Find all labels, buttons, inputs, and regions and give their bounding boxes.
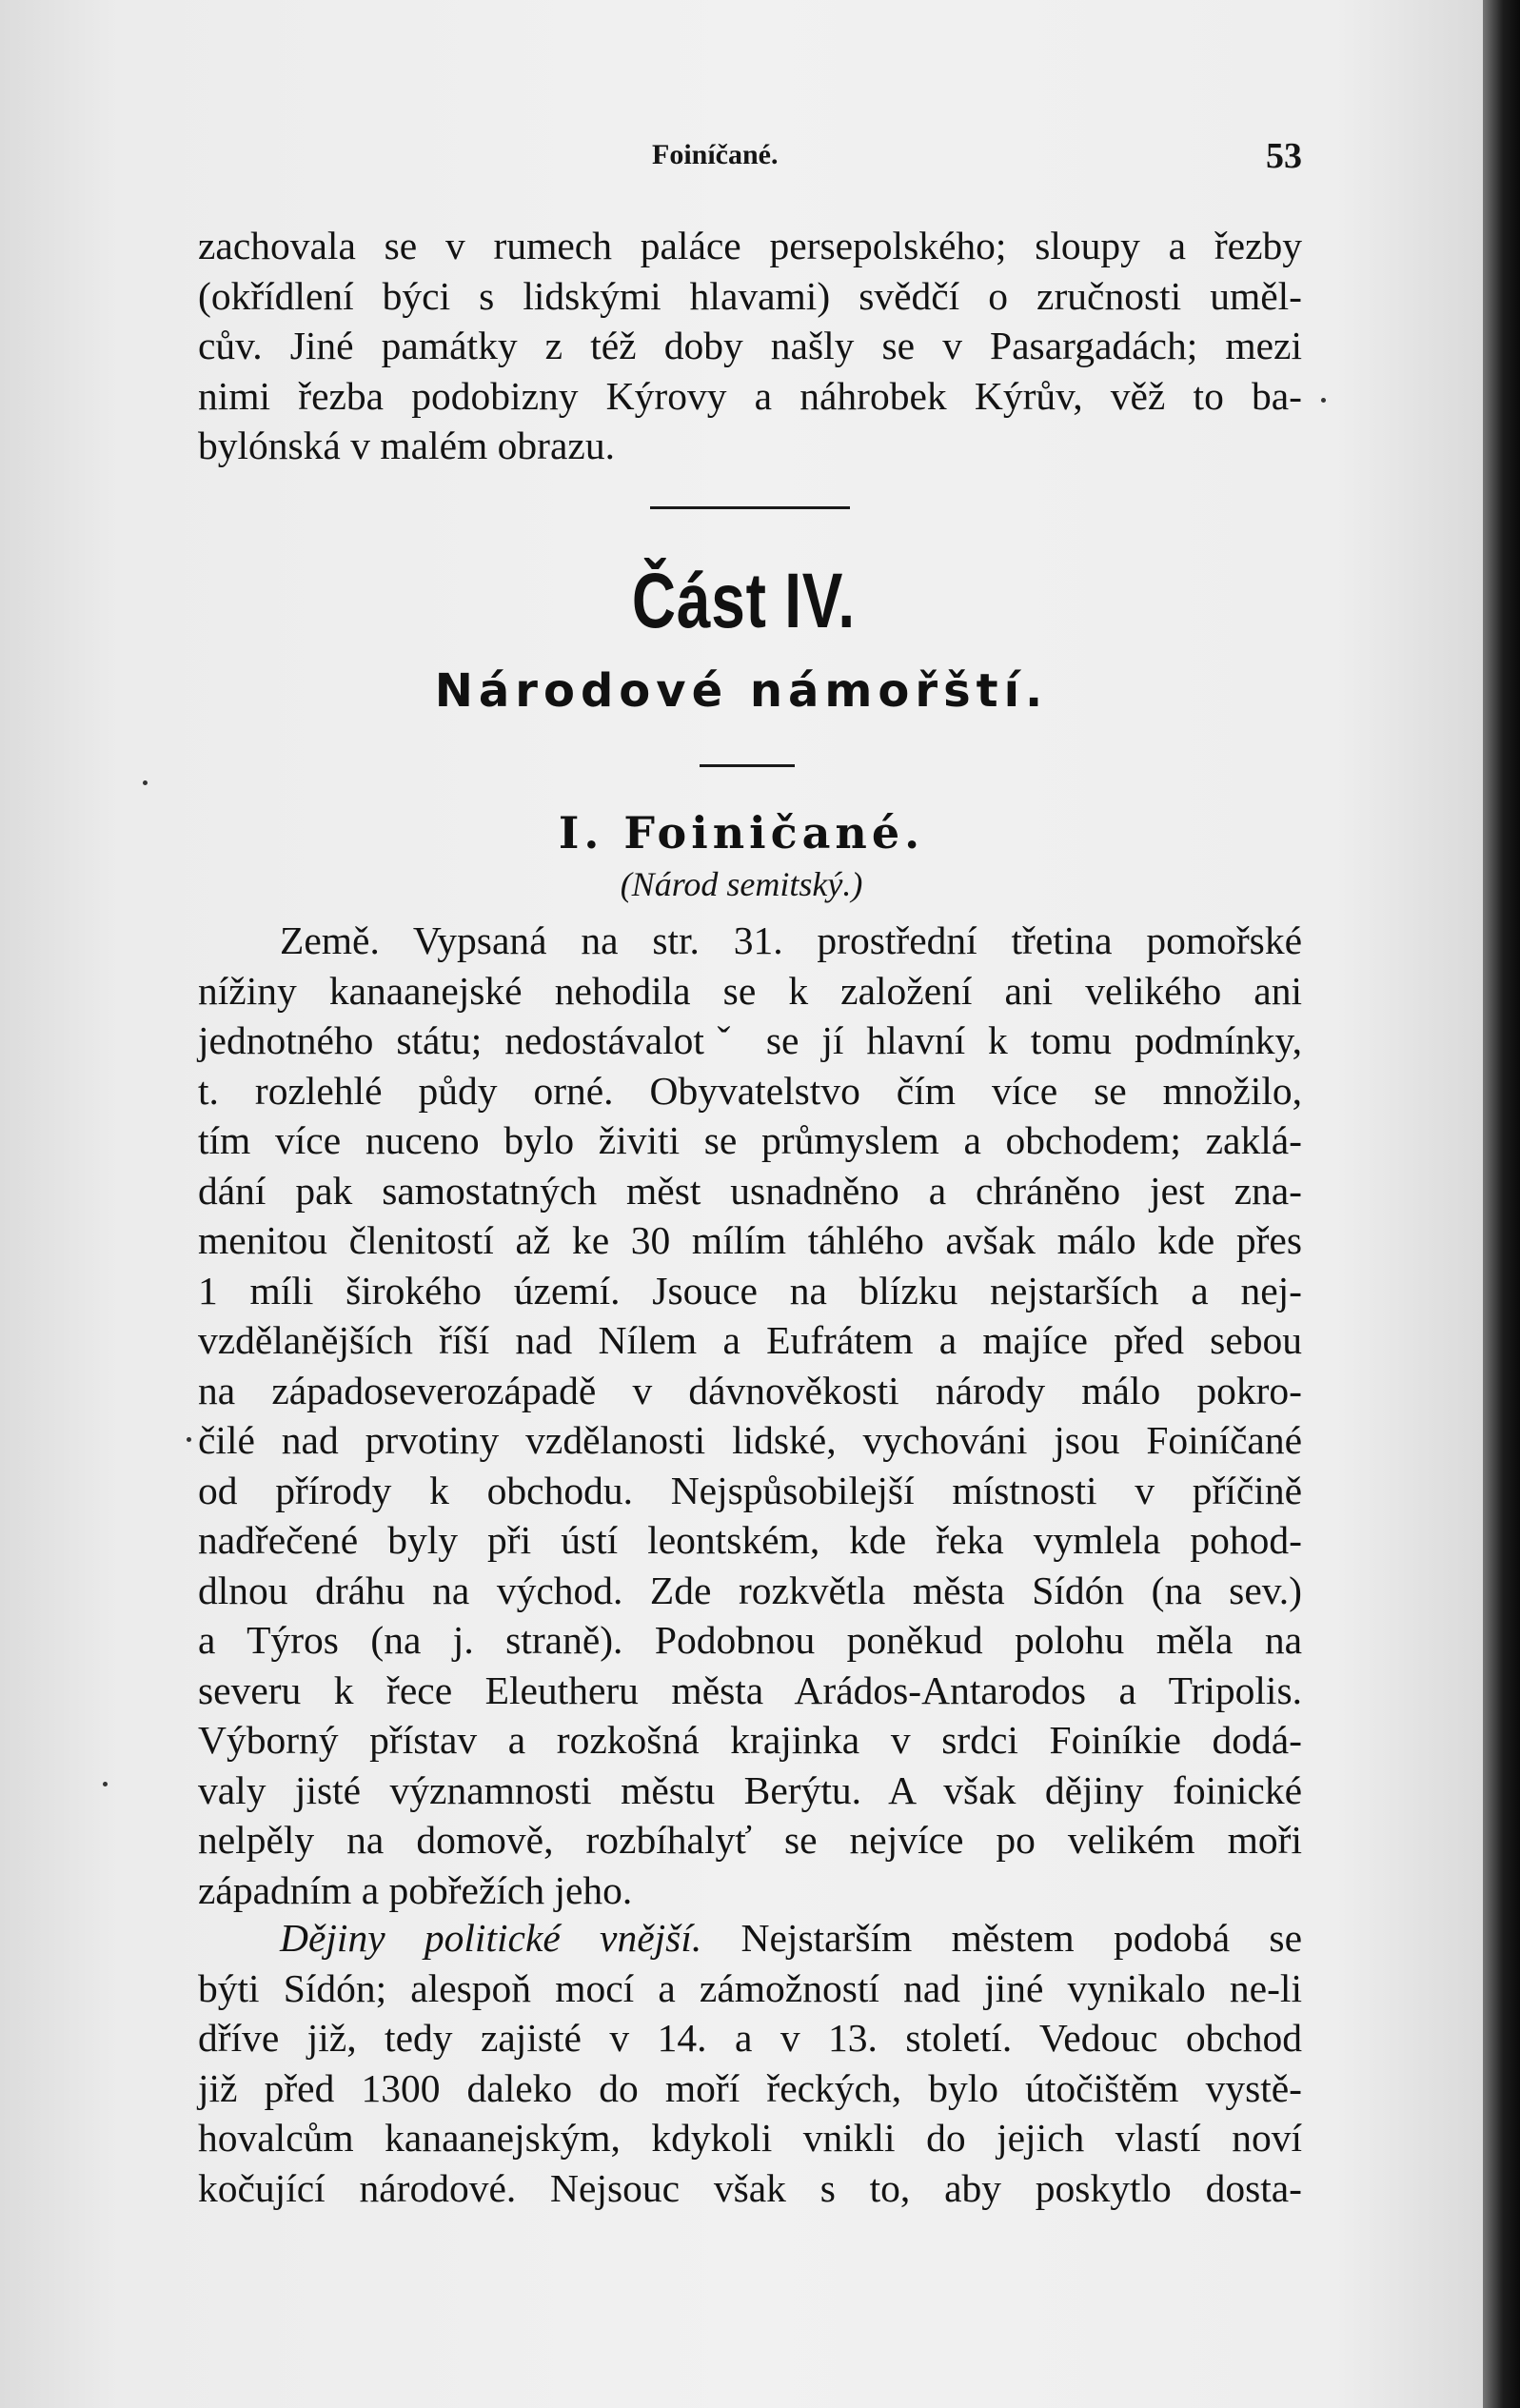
text-line: severu k řece Eleutheru města Arádos-Antarodos a Tripolis. [198, 1668, 1302, 1712]
section-label-dejiny: Dějiny politické vnější. [280, 1916, 702, 1960]
text-line: menitou členitostí až ke 30 mílím táhlého avšak málo kde přes [198, 1218, 1302, 1262]
text-line: t. rozlehlé půdy orné. Obyvatelstvo čím více se množilo, [198, 1068, 1302, 1113]
text-line: zachovala se v rumech paláce persepolského; sloupy a řezby [198, 224, 1302, 267]
text-line: nelpěly na domově, rozbíhalyť se nejvíce po velikém moři [198, 1818, 1302, 1862]
text-line: západním a pobřežích jeho. [198, 1867, 633, 1912]
text-line: čilé nad prvotiny vzdělanosti lidské, vychováni jsou Foiníčané [198, 1418, 1302, 1462]
text-line: kočující národové. Nejsouc však s to, aby poskytlo dosta- [198, 2165, 1302, 2210]
text-line: nížiny kanaanejské nehodila se k založení ani velikého ani [198, 968, 1302, 1013]
text-line: valy jisté významnosti městu Berýtu. A však dějiny foinické [198, 1767, 1302, 1812]
intro-paragraph [198, 221, 1302, 471]
print-speck [1321, 398, 1326, 403]
section-dejiny [198, 1913, 1302, 2213]
text-line: dlnou dráhu na východ. Zde rozkvětla města Sídón (na sev.) [198, 1568, 1302, 1612]
chapter-subtitle: (Národ semitský.) [620, 865, 863, 903]
text-line: nadřečené byly při ústí leontském, kde řeka vymlela pohod- [198, 1518, 1302, 1562]
text-line: cův. Jiné památky z též doby našly se v Pasargadách; mezi [198, 324, 1302, 367]
text-line: Dějiny politické vnější. Nejstarším městem podobá se [280, 1916, 1302, 1960]
text-line: býti Sídón; alespoň mocí a zámožností nad jiné vynikalo ne-li [198, 1965, 1302, 2010]
title-divider [700, 764, 795, 767]
section-zeme [198, 916, 1302, 1915]
chapter-title: I. Foiničané. [558, 807, 925, 859]
text-line: Země. Vypsaná na str. 31. prostřední třetina pomořské [280, 918, 1302, 962]
running-head-title: Foiníčané. [652, 139, 779, 170]
print-speck [103, 1782, 108, 1786]
text-line: Výborný přístav a rozkošná krajinka v srdci Foiníkie dodá- [198, 1718, 1302, 1762]
text-line: jednotného státu; nedostávalotˇ se jí hlavní k tomu podmínky, [198, 1018, 1302, 1062]
running-head [195, 135, 1302, 183]
text-line: vzdělanějších říší nad Nílem a Eufrátem a majíce před sebou [198, 1318, 1302, 1362]
text-line: na západoseverozápadě v dávnověkosti národy málo pokro- [198, 1368, 1302, 1412]
text-line: (okřídlení býci s lidskými hlavami) svědčí o zručnosti uměl- [198, 273, 1302, 318]
text-line: od přírody k obchodu. Nejspůsobilejší místnosti v příčině [198, 1468, 1302, 1512]
page-edge-shadow [1483, 0, 1520, 2408]
print-speck [187, 1437, 191, 1442]
text-line: dříve již, tedy zajisté v 14. a v 13. století. Vedouc obchod [198, 2016, 1302, 2060]
part-title: Část IV. [631, 558, 856, 644]
text-line: již před 1300 daleko do moří řeckých, bylo útočištěm vystě- [198, 2065, 1302, 2110]
print-speck [143, 780, 148, 785]
part-subtitle: Národové námořští. [434, 664, 1049, 718]
text-line: a Týros (na j. straně). Podobnou poněkud polohu měla na [198, 1618, 1302, 1662]
text-line: 1 míli širokého území. Jsouce na blízku nejstarších a nej- [198, 1268, 1302, 1313]
text-line: dání pak samostatných měst usnadněno a chráněno jest zna- [198, 1168, 1302, 1213]
text-line: hovalcům kanaanejským, kdykoli vnikli do jejich vlastí noví [198, 2116, 1302, 2160]
text-line: nimi řezba podobizny Kýrovy a náhrobek Kýrův, věž to ba- [198, 373, 1302, 418]
section-label-zeme: Země. [280, 918, 380, 962]
text-line: tím více nuceno bylo živiti se průmyslem a obchodem; zaklá- [198, 1118, 1302, 1162]
page-number: 53 [1266, 136, 1302, 176]
section-divider [650, 506, 850, 509]
text-line: bylónská v malém obrazu. [198, 424, 615, 467]
